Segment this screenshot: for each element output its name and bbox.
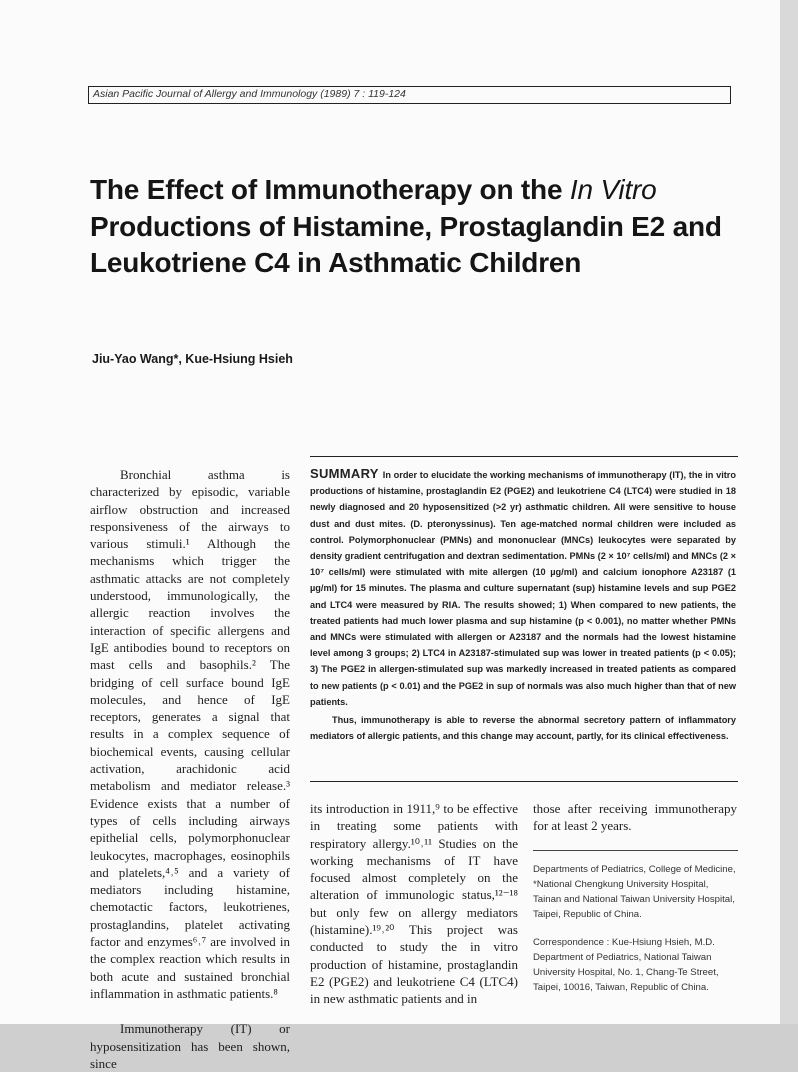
title-part1: The Effect of Immunotherapy on the [90, 174, 570, 205]
summary-paragraph-1: In order to elucidate the working mechanisms of immunotherapy (IT), the in vitro productions of histamine, prostaglandin E2 (PGE2) and leukotriene C4 (LTC4) were studied in 18 newly diagnosed and 20 hyposensitized (>2 yr) asthmatic children. All were sensitive to house dust and dust mites. (D. pteronyssinus). Ten age-matched normal children were included as control. Polymorphonuclear (PMNs) and mononuclear (MNCs) leukocytes were separated by density gradient centrifugation and dextran sedimentation. PMNs (2 × 10⁷ cells/ml) and MNCs (2 × 10⁷ cells/ml) were stimulated with mite allergen (10 µg/ml) and calcium ionophore A23187 (1 µg/ml) for 15 minutes. The plasma and culture supernatant (sup) histamine levels and sup PGE2 and LTC4 were measured by RIA. The results showed; 1) When compared to new patients, the treated patients had much lower plasma and sup histamine (p < 0.001), no matter whether PMNs and MNCs were stimulated with allergen or A23187 and the normals had the lowest histamine level among 3 groups; 2) LTC4 in A23187-stimulated sup was lower in treated patients (p < 0.05); 3) The PGE2 in allergen-stimulated sup was markedly increased in treated patients as compared to new patients (p < 0.01) and the PGE2 in sup of normals was also much higher than that of new patients. [310, 470, 736, 707]
journal-header-box [88, 86, 731, 104]
summary-top-rule [310, 456, 738, 457]
body-paragraph-intro: Bronchial asthma is characterized by episodic, variable airflow obstruction and increased responsiveness of the airways to various stimuli.¹ Although the mechanisms which trigger the asthmatic attacks are not completely understood, immunologically, the allergic reaction involves the interaction of specific allergens and IgE antibodies bound to receptors on mast cells and basophils.² The bridging of cell surface bound IgE molecules, and hence of IgE receptors, generates a signal that results in a complex sequence of biochemical events, causing cellular activation, arachidonic acid metabolism and mediator release.³ Evidence exists that a number of types of cells including airways epithelial cells, polymorphonuclear leukocytes, macrophages, eosinophils and platelets,⁴˒⁵ and a variety of mediators including histamine, chemotactic factors, leukotrienes, prostaglandins, platelet activating factor and enzymes⁶˒⁷ are involved in the complex reaction which results in both acute and sustained bronchial inflammation in asthmatic patients.⁸ [90, 467, 290, 1001]
affiliation-rule [533, 850, 738, 851]
affiliation-departments: Departments of Pediatrics, College of Medicine, *National Chengkung University Hospital, Tainan and National Taiwan University Hospital, Taipei, Republic of China. [533, 864, 736, 920]
journal-citation: Asian Pacific Journal of Allergy and Immunology (1989) 7 : 119-124 [93, 88, 406, 100]
body-column-3 [533, 800, 737, 835]
title-italic: In Vitro [569, 174, 657, 205]
body-paragraph-col2: its introduction in 1911,⁹ to be effective in treating some patients with respiratory allergy.¹⁰˒¹¹ Studies on the working mechanisms of IT have focused almost completely on the alteration of immunologic status,¹²⁻¹⁸ but only few on allergy mediators (histamine).¹⁹˒²⁰ This project was conducted to study the in vitro production of histamine, prostaglandin E2 (PGE2) and leukotriene C4 (LTC4) in new asthmatic patients and in [310, 801, 518, 1007]
affiliation-correspondence: Correspondence : Kue-Hsiung Hsieh, M.D. Department of Pediatrics, National Taiwan University Hospital, No. 1, Chang-Te Street, Taipei, 10016, Taiwan, Republic of China. [533, 937, 719, 993]
article-authors: Jiu-Yao Wang*, Kue-Hsiung Hsieh [92, 352, 293, 366]
body-paragraph-immunotherapy: Immunotherapy (IT) or hyposensitization has been shown, since [90, 1021, 290, 1071]
title-part2: Productions of Histamine, Prostaglandin E2 and Leukotriene C4 in Asthmatic Children [90, 210, 722, 278]
summary-heading: SUMMARY [310, 466, 379, 481]
body-column-2 [310, 800, 518, 1008]
summary-block [310, 466, 736, 744]
body-paragraph-col3: those after receiving immunotherapy for at least 2 years. [533, 801, 737, 834]
body-column-1 [90, 466, 290, 1072]
article-title [90, 172, 750, 282]
summary-bottom-rule [310, 781, 738, 782]
summary-paragraph-2: Thus, immunotherapy is able to reverse the abnormal secretory pattern of inflammatory mediators of allergic patients, and this change may account, partly, for its clinical effectiveness. [310, 715, 736, 742]
affiliation-block [533, 862, 739, 995]
page-shadow [780, 0, 798, 1024]
